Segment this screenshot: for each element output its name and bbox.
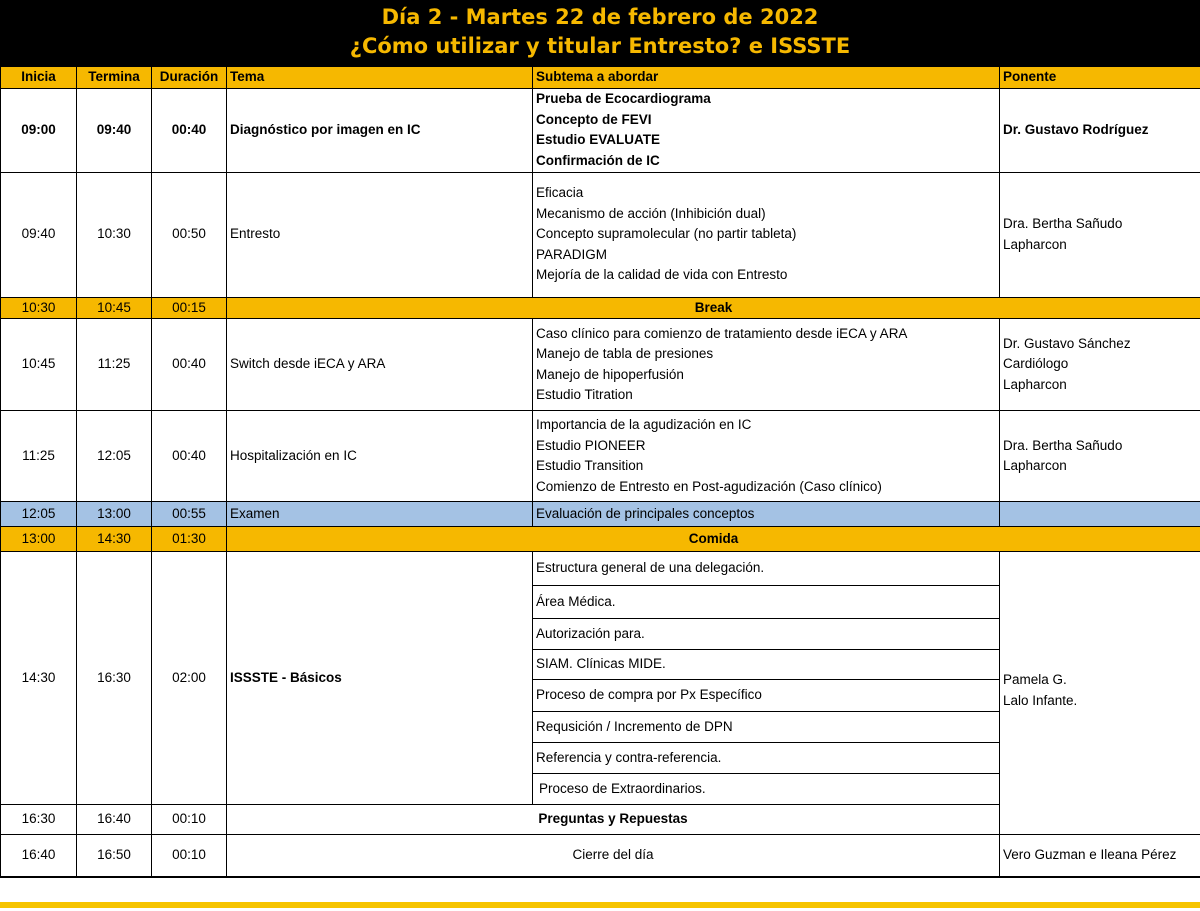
cell-tema: Switch desde iECA y ARA [227, 319, 533, 411]
subtema-item: Prueba de Ecocardiograma [536, 91, 711, 106]
ponente-line: Dra. Bertha Sañudo [1003, 437, 1123, 453]
col-header-tema: Tema [227, 67, 533, 89]
subtema-item: Confirmación de IC [536, 152, 660, 168]
col-header-duracion: Duración [152, 67, 227, 89]
cell-subtemas [533, 411, 1000, 502]
subtema-item: Manejo de hipoperfusión [536, 366, 684, 382]
subtema-item: Estudio Titration [536, 387, 633, 402]
cell-ponente-empty [1000, 502, 1200, 527]
subtema-item: Eficacia [536, 185, 584, 201]
subtema-item: Importancia de la agudización en IC [536, 417, 752, 432]
table-row-meal [1, 527, 1200, 552]
cell-duracion: 00:40 [152, 411, 227, 502]
cell-termina: 09:40 [77, 88, 152, 172]
cell-termina: 16:50 [77, 835, 152, 877]
cell-ponente [1000, 172, 1200, 297]
table-row [1, 552, 1200, 586]
cell-ponente [1000, 552, 1200, 835]
cell-termina: 11:25 [77, 319, 152, 411]
title-line-2: ¿Cómo utilizar y titular Entresto? e ISSSTE [349, 34, 851, 58]
ponente-line: Dra. Bertha Sañudo [1003, 216, 1123, 231]
cell-inicia: 10:45 [1, 319, 77, 411]
cell-subtema: Evaluación de principales conceptos [533, 502, 1000, 527]
ponente-line: Lapharcon [1003, 458, 1067, 473]
cell-duracion: 00:50 [152, 172, 227, 297]
cell-duracion: 00:40 [152, 88, 227, 172]
cell-duracion: 02:00 [152, 552, 227, 805]
cell-termina: 14:30 [77, 527, 152, 552]
cell-inicia: 09:00 [1, 88, 77, 172]
cell-tema: Diagnóstico por imagen en IC [227, 88, 533, 172]
cell-tema: Examen [227, 502, 533, 527]
subtema-item: Requsición / Incremento de DPN [533, 712, 1000, 743]
subtema-item: Estudio Transition [536, 458, 644, 473]
col-header-inicia: Inicia [1, 67, 77, 89]
cell-subtemas [533, 319, 1000, 411]
subtema-item: PARADIGM [536, 246, 608, 262]
subtema-item: Autorización para. [533, 619, 1000, 650]
cell-ponente: Vero Guzman e Ileana Pérez [1000, 835, 1200, 877]
col-header-ponente: Ponente [1000, 67, 1200, 89]
cell-inicia: 16:30 [1, 805, 77, 835]
subtema-item: Mejoría de la calidad de vida con Entresto [536, 267, 788, 283]
ponente-line: Dr. Gustavo Sánchez [1003, 335, 1131, 351]
table-row-break [1, 297, 1200, 319]
subtema-item: Concepto supramolecular (no partir tableta) [536, 226, 797, 242]
cell-termina: 10:45 [77, 297, 152, 319]
subtema-item: Comienzo de Entresto en Post-agudización (Caso clínico) [536, 478, 882, 494]
subtema-item: Referencia y contra-referencia. [533, 743, 1000, 774]
questions-label: Preguntas y Repuestas [227, 805, 1000, 835]
cell-inicia: 10:30 [1, 297, 77, 319]
agenda-title [0, 0, 1200, 66]
footer-accent-bar [0, 902, 1200, 908]
cell-ponente: Dr. Gustavo Rodríguez [1000, 88, 1200, 172]
cell-duracion: 00:55 [152, 502, 227, 527]
table-row-exam [1, 502, 1200, 527]
cell-duracion: 01:30 [152, 527, 227, 552]
subtema-item: Proceso de Extraordinarios. [533, 774, 1000, 805]
cell-duracion: 00:10 [152, 805, 227, 835]
agenda-table [0, 66, 1200, 878]
cell-inicia: 11:25 [1, 411, 77, 502]
meal-label: Comida [227, 527, 1200, 552]
col-header-subtema: Subtema a abordar [533, 67, 1000, 89]
cell-inicia: 16:40 [1, 835, 77, 877]
subtema-item: Manejo de tabla de presiones [536, 346, 714, 361]
subtema-item: Estudio EVALUATE [536, 132, 660, 147]
table-row [1, 835, 1200, 877]
ponente-line: Lalo Infante. [1003, 692, 1078, 708]
cell-ponente [1000, 411, 1200, 502]
cell-ponente [1000, 319, 1200, 411]
ponente-line: Lapharcon [1003, 236, 1067, 252]
cell-duracion: 00:10 [152, 835, 227, 877]
ponente-line: Pamela G. [1003, 672, 1067, 687]
cell-termina: 16:30 [77, 552, 152, 805]
cell-tema: ISSSTE - Básicos [227, 552, 533, 805]
closing-label: Cierre del día [227, 835, 1000, 877]
cell-subtemas [533, 172, 1000, 297]
title-line-1: Día 2 - Martes 22 de febrero de 2022 [381, 5, 819, 29]
cell-termina: 10:30 [77, 172, 152, 297]
subtema-item: Caso clínico para comienzo de tratamiento desde iECA y ARA [536, 325, 908, 341]
cell-termina: 12:05 [77, 411, 152, 502]
subtema-item: Área Médica. [533, 586, 1000, 619]
subtema-item: Proceso de compra por Px Específico [533, 680, 1000, 712]
cell-inicia: 13:00 [1, 527, 77, 552]
cell-termina: 13:00 [77, 502, 152, 527]
subtema-item: SIAM. Clínicas MIDE. [533, 650, 1000, 680]
cell-tema: Hospitalización en IC [227, 411, 533, 502]
subtema-item: Concepto de FEVI [536, 111, 652, 127]
cell-inicia: 12:05 [1, 502, 77, 527]
cell-inicia: 14:30 [1, 552, 77, 805]
col-header-termina: Termina [77, 67, 152, 89]
cell-tema: Entresto [227, 172, 533, 297]
table-row [1, 172, 1200, 297]
ponente-line: Cardiólogo [1003, 356, 1069, 372]
table-row [1, 319, 1200, 411]
table-row [1, 88, 1200, 172]
cell-termina: 16:40 [77, 805, 152, 835]
cell-inicia: 09:40 [1, 172, 77, 297]
table-header-row [1, 67, 1200, 89]
subtema-item: Mecanismo de acción (Inhibición dual) [536, 205, 766, 221]
break-label: Break [227, 297, 1200, 319]
subtema-item: Estudio PIONEER [536, 437, 646, 453]
cell-duracion: 00:15 [152, 297, 227, 319]
subtema-item: Estructura general de una delegación. [533, 552, 1000, 586]
cell-subtemas [533, 88, 1000, 172]
ponente-line: Lapharcon [1003, 376, 1067, 392]
cell-duracion: 00:40 [152, 319, 227, 411]
table-row [1, 411, 1200, 502]
